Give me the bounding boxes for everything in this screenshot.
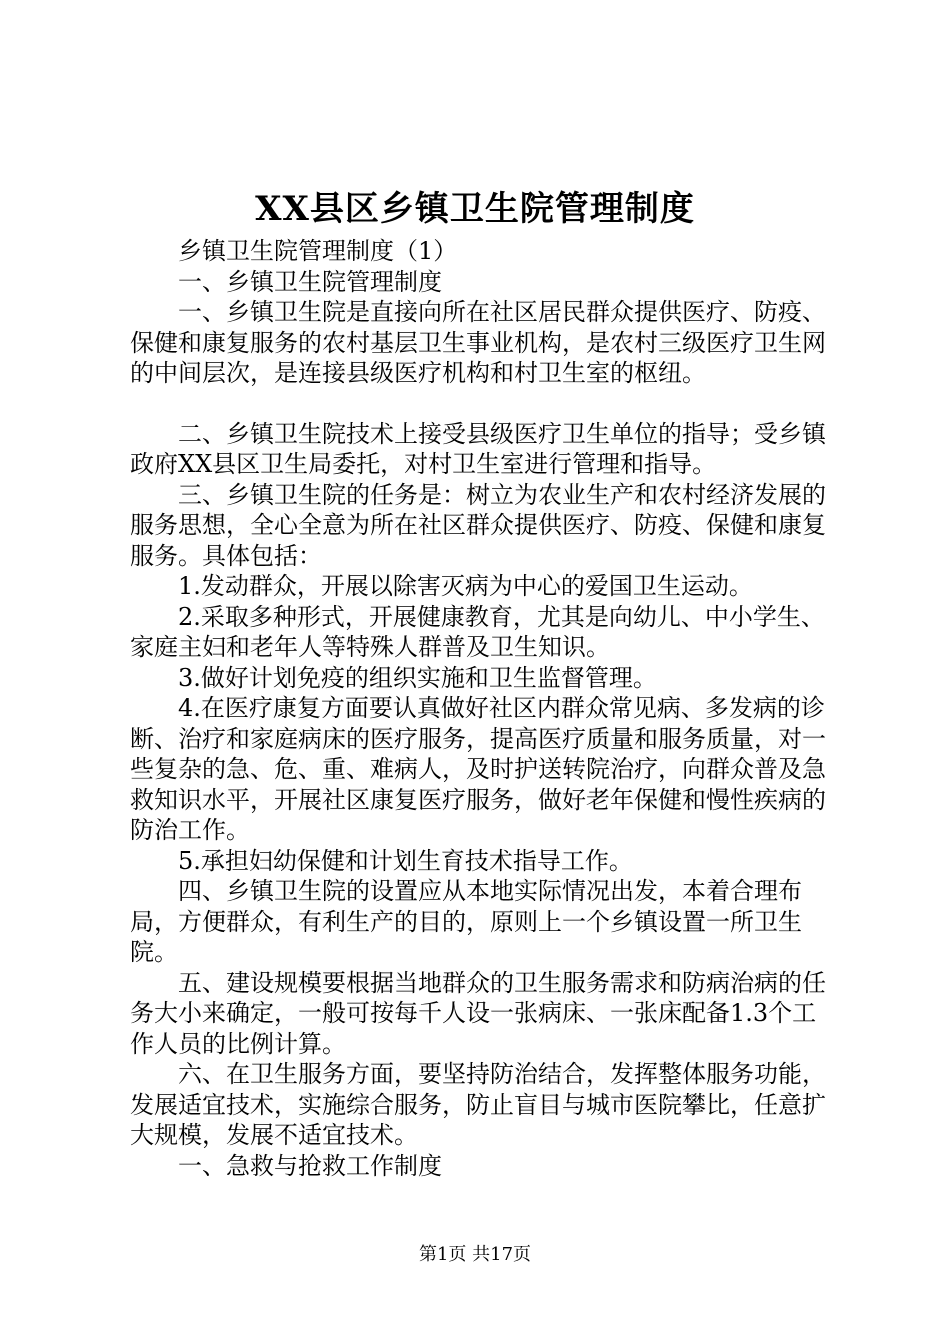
paragraph-item-3: 三、乡镇卫生院的任务是：树立为农业生产和农村经济发展的服务思想，全心全意为所在社区群众提供医疗、防疫、保健和康复服务。具体包括：	[130, 480, 826, 570]
document-title: XX县区乡镇卫生院管理制度	[255, 189, 695, 229]
list-item-1: 1.发动群众，开展以除害灭病为中心的爱国卫生运动。	[178, 572, 753, 600]
list-item-2: 2.采取多种形式，开展健康教育，尤其是向幼儿、中小学生、家庭主妇和老年人等特殊人群普及卫生知识。	[130, 602, 825, 661]
paragraph-section-heading: 一、乡镇卫生院管理制度	[178, 267, 442, 296]
paragraph-section-heading-2: 一、急救与抢救工作制度	[178, 1151, 442, 1180]
paragraph-item-5: 五、建设规模要根据当地群众的卫生服务需求和防病治病的任务大小来确定，一般可按每千人设一张病床、一张床配备1.3个工作人员的比例计算。	[130, 968, 826, 1058]
list-item-4: 4.在医疗康复方面要认真做好社区内群众常见病、多发病的诊断、治疗和家庭病床的医疗服务，提高医疗质量和服务质量，对一些复杂的急、危、重、难病人，及时护送转院治疗，向群众普及急救知识水平，开展社区康复医疗服务，做好老年保健和慢性疾病的防治工作。	[130, 694, 826, 844]
paragraph-item-1: 一、乡镇卫生院是直接向所在社区居民群众提供医疗、防疫、保健和康复服务的农村基层卫生事业机构，是农村三级医疗卫生网的中间层次，是连接县级医疗机构和村卫生室的枢纽。	[130, 298, 826, 387]
paragraph-item-6: 六、在卫生服务方面，要坚持防治结合，发挥整体服务功能，发展适宜技术，实施综合服务，防止盲目与城市医院攀比，任意扩大规模，发展不适宜技术。	[130, 1060, 826, 1149]
document-body	[130, 236, 830, 1181]
paragraph-subtitle: 乡镇卫生院管理制度（1）	[178, 237, 458, 265]
page-number-footer: 第1页 共17页	[418, 1244, 532, 1265]
list-item-3: 3.做好计划免疫的组织实施和卫生监督管理。	[178, 663, 657, 692]
paragraph-item-2: 二、乡镇卫生院技术上接受县级医疗卫生单位的指导；受乡镇政府XX县区卫生局委托，对村卫生室进行管理和指导。	[130, 419, 826, 478]
list-item-5: 5.承担妇幼保健和计划生育技术指导工作。	[178, 846, 633, 875]
paragraph-item-4: 四、乡镇卫生院的设置应从本地实际情况出发，本着合理布局，方便群众，有利生产的目的，原则上一个乡镇设置一所卫生院。	[130, 877, 802, 966]
paragraph-spacer	[130, 389, 830, 419]
